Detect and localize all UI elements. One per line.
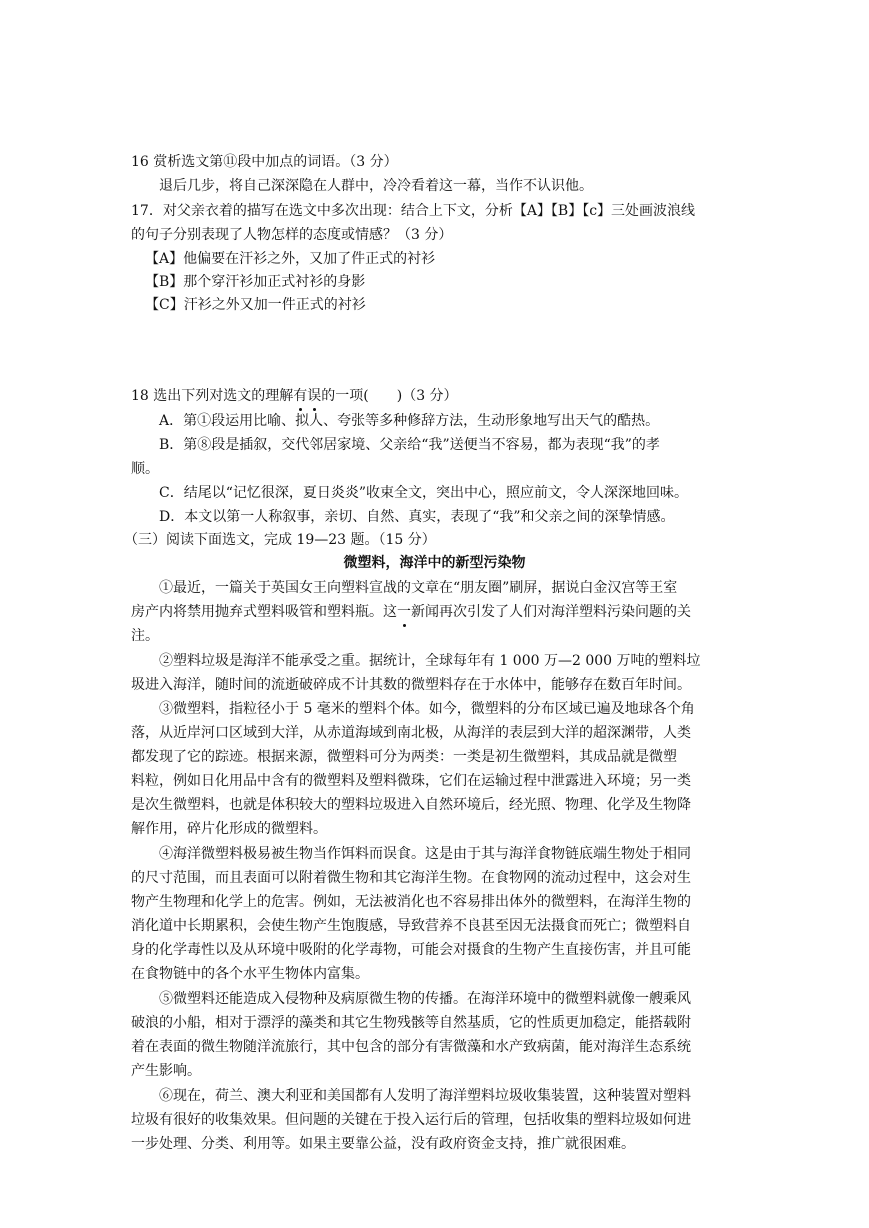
paragraph-1-text: 新闻再次引发了人们对海洋塑料污染问题的关 [411, 604, 691, 620]
emphasis-char: 误 [307, 385, 321, 407]
paragraph-3-line: 是次生微塑料，也就是体积较大的塑料垃圾进入自然环境后，经光照、物理、化学及生物降 [131, 797, 691, 813]
paragraph-5-line: ⑤微塑料还能造成入侵物种及病原微生物的传播。在海洋环境中的微塑料就像一艘乘风 [159, 991, 691, 1007]
paragraph-6-line: 垃圾有很好的收集效果。但问题的关键在于投入运行后的管理，包括收集的塑料垃圾如何进 [131, 1112, 691, 1128]
q18-option-c: C．结尾以“记忆很深，夏日炎炎”收束全文，突出中心，照应前文，令人深深地回味。 [159, 485, 689, 501]
paragraph-6-line: 一步处理、分类、利用等。如果主要靠公益，没有政府资金支持，推广就很困难。 [131, 1136, 635, 1152]
paragraph-5-line: 产生影响。 [131, 1063, 201, 1079]
q17-prompt-line1: 17．对父亲衣着的描写在选文中多次出现：结合上下文，分析【A】【B】【c】三处画波浪线 [131, 203, 696, 219]
paragraph-4-line: 在食物链中的各个水平生物体内富集。 [131, 966, 369, 982]
paragraph-3-line: ③微塑料，指粒径小于 5 毫米的塑料个体。如今，微塑料的分布区域已遍及地球各个角 [159, 701, 695, 717]
emphasis-char: 一 [397, 601, 411, 623]
q18-option-b-line1: B．第⑧段是插叙，交代邻居家境、父亲给“我”送便当不容易，都为表现“我”的孝 [159, 437, 660, 453]
q18-prompt-post: 的一项( )（3 分） [321, 388, 458, 404]
q18-option-b-line2: 顺。 [131, 461, 159, 477]
q18-option-d: D．本文以第一人称叙事，亲切、自然、真实，表现了“我”和父亲之间的深挚情感。 [159, 509, 675, 525]
paragraph-4-line: 的尺寸范围，而且表面可以附着微生物和其它海洋生物。在食物网的流动过程中，这会对生 [131, 870, 691, 886]
paragraph-4-line: 身的化学毒性以及从环境中吸附的化学毒物，可能会对摄食的生物产生直接伤害，并且可能 [131, 942, 691, 958]
q18-prompt [131, 385, 458, 407]
q17-option-c: 【C】汗衫之外又加一件正式的衬衫 [145, 297, 366, 313]
section-instruction: （三）阅读下面选文，完成 19—23 题。（15 分） [124, 532, 436, 548]
q17-option-b: 【B】那个穿汗衫加正式衬衫的身影 [145, 274, 366, 290]
paragraph-2-line: 圾进入海洋，随时间的流逝破碎成不计其数的微塑料存在于水体中，能够存在数百年时间。 [131, 677, 691, 693]
paragraph-1-text: 房产内将禁用抛弃式塑料吸管和塑料瓶。这 [131, 604, 397, 620]
q16-prompt: 16 赏析选文第⑪段中加点的词语。（3 分） [131, 154, 398, 170]
paragraph-5-line: 着在表面的微生物随洋流旅行，其中包含的部分有害微藻和水产致病菌，能对海洋生态系统 [131, 1039, 691, 1055]
paragraph-2-line: ②塑料垃圾是海洋不能承受之重。据统计，全球每年有 1 000 万—2 000 万吨的塑料垃 [159, 653, 701, 669]
paragraph-3-line: 料粒，例如日化用品中含有的微塑料及塑料微珠，它们在运输过程中泄露进入环境；另一类 [131, 773, 691, 789]
paragraph-1-line: 注。 [131, 628, 159, 644]
q18-option-a: A．第①段运用比喻、拟人、夸张等多种修辞方法，生动形象地写出天气的酷热。 [159, 413, 660, 429]
paragraph-5-line: 破浪的小船，相对于漂浮的藻类和其它生物残骸等自然基质，它的性质更加稳定，能搭载附 [131, 1015, 691, 1031]
q16-quote: 退后几步，将自己深深隐在人群中，冷冷看着这一幕，当作不认识他。 [159, 178, 593, 194]
emphasis-char: 有 [293, 385, 307, 407]
paragraph-4-line: ④海洋微塑料极易被生物当作饵料而误食。这是由于其与海洋食物链底端生物处于相同 [159, 846, 691, 862]
paragraph-3-line: 解作用，碎片化形成的微塑料。 [131, 821, 327, 837]
paragraph-1-line: ①最近，一篇关于英国女王向塑料宣战的文章在“朋友圈”刷屏，据说白金汉宫等王室 [159, 580, 678, 596]
paragraph-3-line: 落，从近岸河口区域到大洋，从赤道海域到南北极，从海洋的表层到大洋的超深渊带，人类 [131, 725, 691, 741]
paragraph-4-line: 物产生物理和化学上的危害。例如，无法被消化也不容易排出体外的微塑料，在海洋生物的 [131, 894, 691, 910]
paragraph-4-line: 消化道中长期累积，会使生物产生饱腹感，导致营养不良甚至因无法摄食而死亡；微塑料自 [131, 918, 691, 934]
paragraph-1-line [131, 601, 691, 623]
paragraph-3-line: 都发现了它的踪迹。根据来源，微塑料可分为两类：一类是初生微塑料，其成品就是微塑 [131, 749, 677, 765]
q18-prompt-pre: 18 选出下列对选文的理解 [131, 388, 294, 404]
article-title: 微塑料，海洋中的新型污染物 [343, 555, 526, 571]
q17-prompt-line2: 的句子分别表现了人物怎样的态度或情感？（3 分） [131, 227, 453, 243]
q17-option-a: 【A】他偏要在汗衫之外，又加了件正式的衬衫 [145, 251, 436, 267]
paragraph-6-line: ⑥现在，荷兰、澳大利亚和美国都有人发明了海洋塑料垃圾收集装置，这种装置对塑料 [159, 1088, 691, 1104]
